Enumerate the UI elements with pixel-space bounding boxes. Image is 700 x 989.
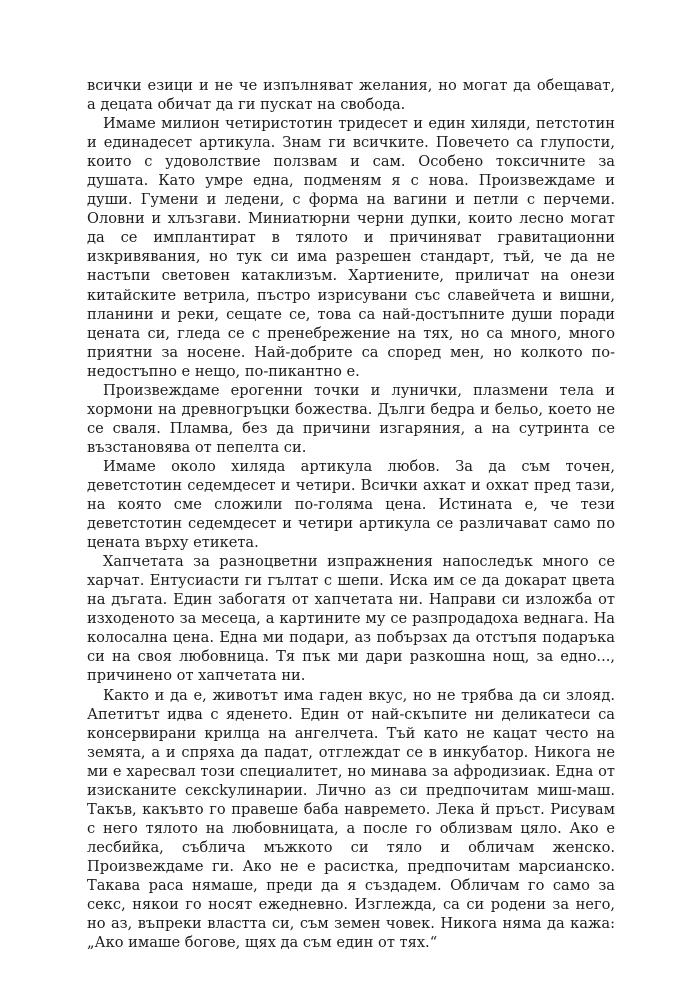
body-text: [87, 76, 615, 952]
paragraph: Хапчетата за разноцветни изпражнения напоследък много се харчат. Ентусиасти ги гълтат с шепи. Иска им се да докарат цвета на дъгата. Един забогатя от хапчетата ни. Направи си изложба от изходеното за месеца, а картините му се разпродадоха веднага. На колосална цена. Една ми подари, аз побързах да отстъпя подаръка си на своя любовница. Тя пък ми дари разкошна нощ, за едно..., причинено от хапчетата ни.: [87, 553, 615, 685]
paragraph: Имаме около хиляда артикула любов. За да съм точен, деветстотин седемдесет и четири. Всички ахкат и охкат пред тази, на която сме сложили по-голяма цена. Истината е, че тези деветстотин седемдесет и четири артикула се различават само по цената върху етикета.: [87, 457, 615, 552]
paragraph: Произвеждаме ерогенни точки и лунички, плазмени тела и хормони на древногръцки божества. Дълги бедра и бельо, което не се сваля. Пламва, без да причини изгаряния, а на сутринта се възстановява от пепелта си.: [87, 381, 615, 456]
paragraph-continued: всички езици и не че изпълняват желания, но могат да обещават, а децата обичат да ги пускат на свобода.: [87, 77, 615, 114]
paragraph: Имаме милион четиристотин тридесет и един хиляди, петстотин и единадесет артикула. Знам ги всичките. Повечето са глупости, които с удоволствие ползвам и сам. Особено токсичните за душата. Като умре една, подменям я с нова. Произвеждаме и души. Гумени и ледени, с форма на вагини и петли с перчеми. Оловни и хлъзгави. Миниатюрни черни дупки, които лесно могат да се имплантират в тялото и причиняват гравитационни изкривявания, но тук си има разрешен стандарт, тъй, че да не настъпи световен катаклизъм. Хартиените, приличат на онези китайските ветрила, пъстро изрисувани със славейчета и вишни, планини и реки, сещате се, това са най-достъпните души поради цената си, гледа се с пренебрежение на тях, но са много, много приятни за носене. Най-добрите са според мен, но колкото по-недостъпно е нещо, по-пикантно е.: [87, 115, 615, 380]
paragraph: Както и да е, животът има гаден вкус, но не трябва да си злояд. Апетитът идва с яденето. Един от най-скъпите ни деликатеси са консервирани крилца на ангелчета. Тъй като не кацат често на земята, а и спряха да падат, отглеждат се в инкубатор. Никога не ми е харесвал този специалитет, но минава за афродизиак. Една от изисканите сексkулинарии. Лично аз си предпочитам миш-маш. Такъв, какъвто го правеше баба навремето. Лека й пръст. Рисувам с него тялото на любовницата, а после го облизвам цяло. Ако е лесбийка, съблича мъжкото си тяло и обличам женско. Произвеждаме ги. Ако не е расистка, предпочитам марсианско. Такава раса нямаше, преди да я създадем. Обличам го само за секс, някои го носят ежедневно. Изглежда, са си родени за него, но аз, въпреки властта си, съм земен човек. Никога няма да кажа: „Ако имаше богове, щях да съм един от тях.“: [87, 686, 615, 952]
